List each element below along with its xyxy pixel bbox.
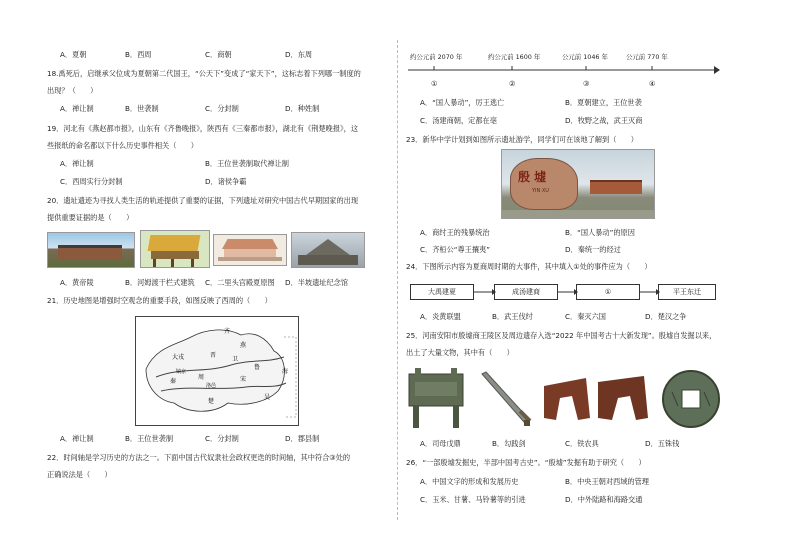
option: C．分封制 [205, 434, 239, 443]
column-divider [397, 40, 398, 520]
map-label: 镐京 [176, 369, 187, 375]
question-text: 21．历史地图是增强时空观念的重要手段，如图反映了西周的（ ） [47, 296, 272, 305]
option: A．炎黄联盟 [420, 312, 461, 321]
map-label: 洛邑 [206, 383, 217, 389]
option: B．“国人暴动”的原因 [565, 228, 635, 237]
timeline-label: 约公元前 1600 年 [488, 53, 541, 61]
option: A．中国文字的形成和发展历史 [420, 477, 519, 486]
option: D．牧野之战，武王灭商 [565, 116, 643, 125]
option: C．西周实行分封制 [60, 177, 123, 186]
banpo-museum-photo [291, 232, 365, 268]
question-text: 提供重要证据的是（ ） [47, 213, 134, 222]
erlitou-palace-drawing [213, 234, 287, 266]
option: A．禅让制 [60, 434, 94, 443]
flow-box: 成汤建商 [494, 284, 558, 300]
option: A．夏朝 [60, 50, 87, 59]
map-label: 大戎 [172, 354, 185, 361]
yinxu-stone-photo [501, 149, 655, 219]
question-text: 23．新华中学计划到如图所示遗址游学，同学们可在该地了解到（ ） [406, 135, 638, 144]
option: D．郡县制 [285, 434, 320, 443]
hemudu-stilt-house-photo [140, 230, 210, 268]
map-label: 楚 [208, 398, 215, 405]
flow-box: ① [576, 284, 640, 300]
map-label: 海 [282, 368, 289, 375]
option: A．商纣王的残暴统治 [420, 228, 490, 237]
question-text: 24．下图所示内容为夏商周时期的大事件，其中填入①处的事件应为（ ） [406, 262, 652, 271]
option: B．王位世袭制 [125, 434, 174, 443]
question-text: 18.禹死后，启继承父位成为夏朝第二代国王，“公天下”变成了“家天下”，这标志着下列哪一制度的 [47, 69, 361, 78]
question-text: 20．遗址遗迹为寻找人类生活的轨迹提供了重要的证据，下列遗址对研究中国古代早期国家的出现 [47, 196, 359, 205]
wuzhu-coin-image [660, 368, 722, 430]
timeline-axis [408, 64, 720, 76]
western-zhou-map [135, 316, 299, 426]
option: A．司母戊鼎 [420, 439, 461, 448]
option: A．禅让制 [60, 104, 94, 113]
option: B．武王伐纣 [492, 312, 533, 321]
option: B．王位世袭制取代禅让制 [205, 159, 289, 168]
timeline-label: 公元前 1046 年 [562, 53, 608, 61]
option: D．楚汉之争 [645, 312, 687, 321]
question-text: 些报纸的命名都以下什么历史事件相关（ ） [47, 141, 198, 150]
timeline-marker: ④ [649, 79, 656, 88]
map-label: 吴 [264, 394, 271, 401]
timeline-marker: ② [509, 79, 516, 88]
map-label: 齐 [224, 328, 231, 335]
option: B．夏朝建立，王位世袭 [565, 98, 642, 107]
map-label: 晋 [210, 352, 217, 359]
option: D．秦统一的经过 [565, 245, 621, 254]
map-svg [136, 317, 298, 425]
timeline-marker: ③ [583, 79, 590, 88]
option: C．商朝 [205, 50, 232, 59]
option: C．二里头宫殿夏原图 [205, 278, 275, 287]
timeline-marker: ① [431, 79, 438, 88]
option: C．汤建商朝，定都在亳 [420, 116, 497, 125]
flow-box: 大禹建夏 [410, 284, 474, 300]
option: C．玉米、甘薯、马铃薯等的引进 [420, 495, 526, 504]
question-text: 出现？（ ） [47, 86, 98, 95]
option: C．分封制 [205, 104, 239, 113]
question-text: 出土了大量文物，其中有（ ） [406, 348, 514, 357]
simuwu-ding-image [405, 368, 467, 430]
flow-box: 平王东迁 [658, 284, 716, 300]
option: A．黄帝陵 [60, 278, 94, 287]
option: D．种姓制 [285, 104, 320, 113]
goujian-sword-image [478, 370, 534, 428]
option: D．中外陆路和海路交通 [565, 495, 643, 504]
question-text: 22．时间轴是学习历史的方法之一。下面中国古代奴隶社会政权更迭的时间轴，其中符合③处的 [47, 453, 351, 462]
question-text: 25．河南安阳市殷墟商王陵区及周边遗存入选“2022 年中国考古十大新发现”。殷墟自发掘以来， [406, 331, 717, 340]
huangdi-mausoleum-photo [47, 232, 135, 268]
option: C．齐桓公“尊王攘夷” [420, 245, 490, 254]
option: A．“国人暴动”，厉王逃亡 [420, 98, 505, 107]
map-label: 鲁 [254, 364, 261, 371]
flow-arrows [472, 287, 712, 297]
option: A．禅让制 [60, 159, 94, 168]
option: C．秦灭六国 [565, 312, 606, 321]
iron-tools-image [540, 368, 652, 428]
option: C．铁农具 [565, 439, 599, 448]
question-text: 26．“一部殷墟发掘史，半部中国考古史”。“殷墟”发掘有助于研究（ ） [406, 458, 646, 467]
question-text: 19．河北有《燕赵都市报》，山东有《齐鲁晚报》，陕西有《三秦都市报》，湖北有《荆楚晚报》，这 [47, 124, 359, 133]
option: D．五铢钱 [645, 439, 680, 448]
map-label: 周 [198, 374, 205, 381]
map-label: 卫 [232, 356, 239, 363]
option: B．西周 [125, 50, 152, 59]
map-label: 秦 [170, 378, 177, 385]
timeline-label: 公元前 770 年 [626, 53, 668, 61]
option: B．河姆渡干栏式建筑 [125, 278, 195, 287]
stone-inscription: 殷 墟 [518, 170, 547, 184]
timeline-label: 约公元前 2070 年 [410, 53, 463, 61]
map-label: 燕 [240, 342, 247, 349]
option: D．诸侯争霸 [205, 177, 247, 186]
option: D．东周 [285, 50, 313, 59]
question-text: 正确说法是（ ） [47, 470, 112, 479]
map-label: 宋 [240, 376, 247, 383]
option: B．中央王朝对西域的管理 [565, 477, 649, 486]
option: B．世袭制 [125, 104, 159, 113]
option: B．勾践剑 [492, 439, 526, 448]
stone-subtitle: YIN XU [532, 188, 549, 194]
option: D．半坡遗址纪念馆 [285, 278, 349, 287]
